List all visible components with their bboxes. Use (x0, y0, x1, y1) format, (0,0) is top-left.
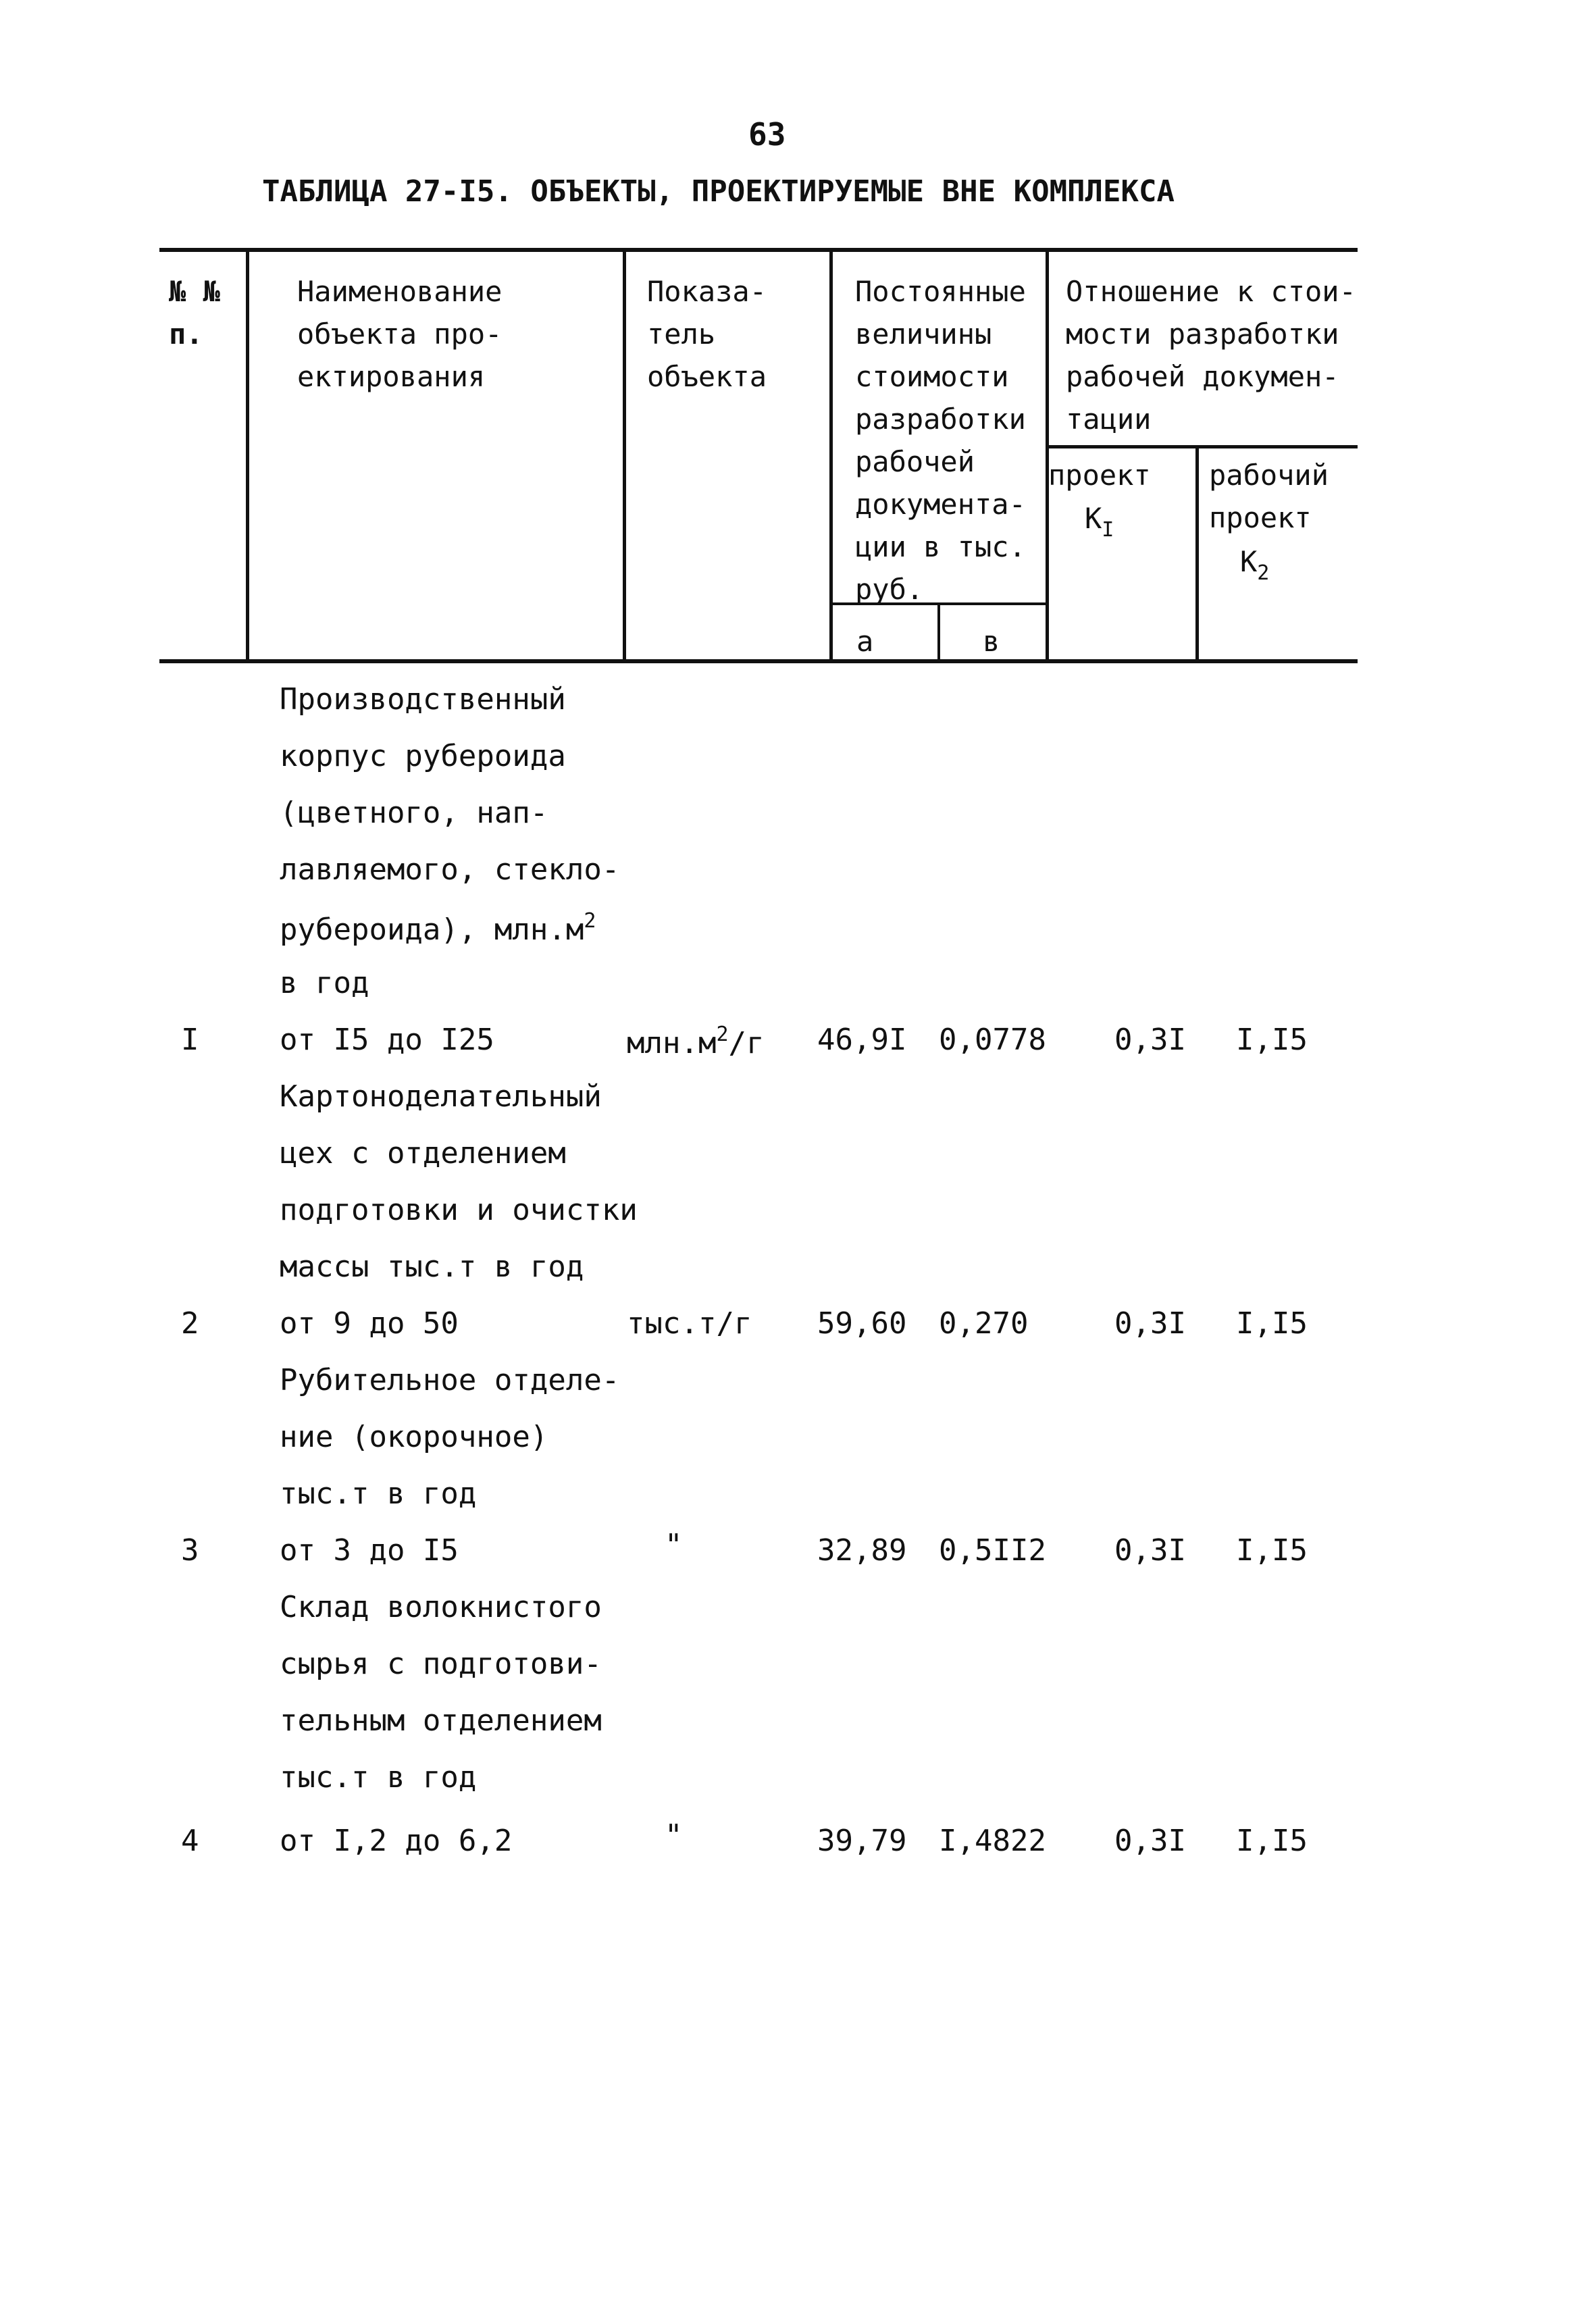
row2-desc-line2: цех с отделением (280, 1136, 566, 1171)
row1-no: I (181, 1023, 199, 1057)
row2-desc-line1: Картоноделательный (280, 1079, 602, 1114)
row4-range: от I,2 до 6,2 (280, 1824, 513, 1858)
col-divider-5 (1195, 447, 1199, 661)
row1-unit: $млн.м^2/г$ (627, 1023, 765, 1060)
row4-unit: " (665, 1818, 683, 1853)
table-title: ТАБЛИЦА 27-I5. ОБЪЕКТЫ, ПРОЕКТИРУЕМЫЕ ВНЕ КОМПЛЕКСА (262, 174, 1175, 209)
row2-k1: 0,3I (1114, 1306, 1186, 1341)
col-divider-2 (623, 250, 626, 661)
row4-desc-line4: тыс.т в год (280, 1760, 477, 1795)
row3-desc-line2: ние (окорочное) (280, 1420, 548, 1454)
header-col-const-a: а (856, 625, 874, 658)
row1-desc-line6: в год (280, 966, 369, 1000)
header-col-const-b: в (983, 625, 1000, 658)
row4-desc-line3: тельным отделением (280, 1703, 602, 1738)
row4-desc-line1: Склад волокнистого (280, 1590, 602, 1624)
row2-b: 0,270 (939, 1306, 1029, 1341)
row4-a: 39,79 (817, 1824, 907, 1858)
row1-desc-line5: рубероида), $млн.м^2$ (280, 909, 596, 947)
row4-desc-line2: сырья с подготови- (280, 1647, 602, 1681)
row1-k2: I,I5 (1236, 1023, 1308, 1057)
header-col-k1-label: проект (1048, 459, 1151, 492)
ratio-subheader-rule (1047, 445, 1358, 448)
header-col-indicator: Показа- тель объекта (647, 275, 767, 393)
row1-desc-line1: Производственный (280, 682, 566, 717)
row3-k2: I,I5 (1236, 1533, 1308, 1568)
col-divider-3 (829, 250, 833, 661)
table-top-rule (159, 248, 1358, 252)
row3-unit: " (665, 1528, 683, 1562)
row3-k1: 0,3I (1114, 1533, 1186, 1568)
row3-no: 3 (181, 1533, 199, 1568)
row3-desc-line3: тыс.т в год (280, 1476, 477, 1511)
row1-desc-line2: корпус рубероида (280, 739, 566, 773)
row1-desc-line3: (цветного, нап- (280, 796, 548, 830)
row1-range: от I5 до I25 (280, 1023, 494, 1057)
row2-k2: I,I5 (1236, 1306, 1308, 1341)
row1-a: 46,9I (817, 1023, 907, 1057)
header-col-k1-symbol: $К_I$ (1085, 502, 1114, 542)
row1-k1: 0,3I (1114, 1023, 1186, 1057)
row2-range: от 9 до 50 (280, 1306, 459, 1341)
header-col-k2-symbol: $К_2$ (1240, 545, 1270, 585)
row1-desc-line4: лавляемого, стекло- (280, 852, 620, 887)
row3-desc-line1: Рубительное отделе- (280, 1363, 620, 1397)
row1-b: 0,0778 (939, 1023, 1046, 1057)
row4-k2: I,I5 (1236, 1824, 1308, 1858)
row4-k1: 0,3I (1114, 1824, 1186, 1858)
header-col-name: Наименование объекта про- ектирования (297, 275, 503, 393)
row2-no: 2 (181, 1306, 199, 1341)
row2-desc-line3: подготовки и очистки (280, 1193, 638, 1227)
row2-desc-line4: массы тыс.т в год (280, 1250, 584, 1284)
row3-a: 32,89 (817, 1533, 907, 1568)
row2-a: 59,60 (817, 1306, 907, 1341)
header-bottom-rule (159, 659, 1358, 663)
row2-unit: тыс.т/г (627, 1306, 752, 1341)
row4-no: 4 (181, 1824, 199, 1858)
header-col-k2-label: рабочий проект (1209, 459, 1329, 534)
row3-range: от 3 до I5 (280, 1533, 459, 1568)
col-divider-1 (246, 250, 249, 661)
header-col-ratio: Отношение к стои- мости разработки рабочей докумен- тации (1066, 275, 1356, 436)
header-col-const: Постоянные величины стоимости разработки рабочей документа- ции в тыс. руб. (855, 275, 1026, 606)
page-number: 63 (748, 116, 786, 153)
row4-b: I,4822 (939, 1824, 1046, 1858)
col-divider-ab (937, 603, 940, 661)
header-col-no: № № п. (169, 275, 220, 351)
row3-b: 0,5II2 (939, 1533, 1046, 1568)
